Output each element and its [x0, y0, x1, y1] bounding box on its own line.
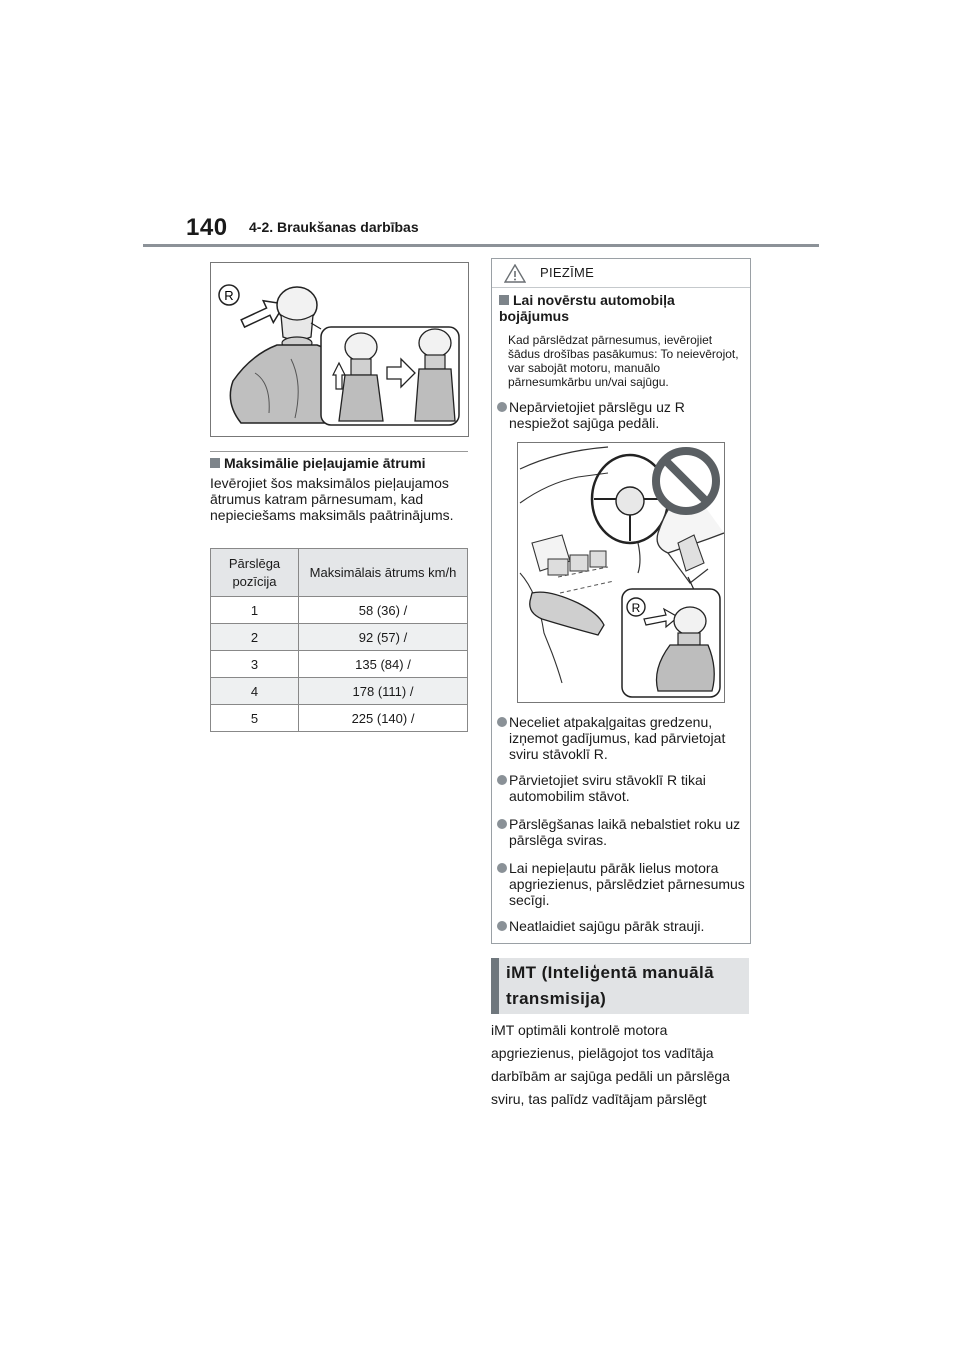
speed-cell: 135 (84) /	[299, 651, 468, 678]
speed-limits-heading	[210, 455, 426, 471]
notice-intro: Kad pārslēdzat pārnesumus, ievērojiet šādus drošības pasākumus: To neievērojot, var sabojāt motoru, manuālo pārnesumkārbu un/vai sajūgu.	[508, 333, 739, 389]
speed-cell: 225 (140) /	[299, 705, 468, 732]
list-item	[497, 816, 747, 848]
header-rule	[143, 244, 819, 247]
gear-cell: 2	[211, 624, 299, 651]
gear-lever-illustration	[210, 262, 469, 437]
notice-heading-text: Lai novērstu automobiļa bojājumus	[499, 292, 675, 324]
bullet-dot-icon	[497, 819, 507, 829]
bullet-dot-icon	[497, 863, 507, 873]
list-item	[497, 918, 747, 934]
list-item-text: Nepārvietojiet pārslēgu uz R nespiežot sajūga pedāli.	[509, 399, 685, 431]
bullet-dot-icon	[497, 775, 507, 785]
table-row	[211, 651, 468, 678]
bullet-dot-icon	[497, 717, 507, 727]
car-interior-illustration	[517, 442, 725, 703]
max-speed-table	[210, 548, 468, 732]
imt-body-text: iMT optimāli kontrolē motora apgriezienus, pielāgojot tos vadītāja darbībām ar sajūga pedāli un pārslēga sviru, tas palīdz vadītājam pārslēgt	[491, 1022, 730, 1107]
list-item	[497, 860, 747, 908]
gear-cell: 4	[211, 678, 299, 705]
speed-limits-intro: Ievērojiet šos maksimālos pieļaujamos ātrumus katram pārnesumam, kad nepieciešams maksimāls paātrinājums.	[210, 475, 454, 523]
list-item-text: Pārslēgšanas laikā nebalstiet roku uz pārslēga sviras.	[509, 816, 741, 848]
bullet-dot-icon	[497, 402, 507, 412]
list-item-text: Neatlaidiet sajūgu pārāk strauji.	[509, 918, 705, 934]
imt-heading-text: iMT (Inteliģentā manuālā transmisija)	[506, 963, 714, 1008]
section-divider	[210, 451, 468, 452]
notice-heading	[499, 292, 739, 324]
table-header-row	[211, 549, 468, 597]
list-item-text: Neceliet atpakaļgaitas gredzenu, izņemot gadījumus, kad pārvietojat sviru stāvoklī R.	[509, 714, 726, 762]
table-row	[211, 624, 468, 651]
r-label: R	[224, 288, 234, 303]
square-bullet-icon	[210, 458, 220, 468]
list-item-text: Pārvietojiet sviru stāvoklī R tikai automobilim stāvot.	[509, 772, 706, 804]
prohibited-shift-illustration	[518, 443, 724, 702]
list-item	[497, 714, 747, 762]
page-number: 140	[186, 214, 228, 241]
list-item-text: Lai nepieļautu pārāk lielus motora apgriezienus, pārslēdziet pārnesumus secīgi.	[509, 860, 745, 908]
column-header-position: Pārslēga pozīcija	[211, 549, 299, 597]
square-bullet-icon	[499, 295, 509, 305]
table-row	[211, 705, 468, 732]
r-label: R	[631, 601, 641, 615]
gear-cell: 3	[211, 651, 299, 678]
prohibition-icon	[656, 451, 716, 511]
speed-cell: 58 (36) /	[299, 597, 468, 624]
notice-header	[492, 259, 750, 288]
bullet-dot-icon	[497, 921, 507, 931]
column-header-max-speed: Maksimālais ātrums km/h	[299, 549, 468, 597]
speed-limits-heading-text: Maksimālie pieļaujamie ātrumi	[224, 455, 426, 471]
list-item	[497, 772, 747, 804]
list-item	[497, 399, 747, 431]
warning-triangle-icon	[504, 264, 526, 283]
table-row	[211, 678, 468, 705]
gear-cell: 1	[211, 597, 299, 624]
notice-label: PIEZĪME	[540, 265, 595, 280]
section-title: 4-2. Braukšanas darbības	[249, 219, 419, 235]
gear-cell: 5	[211, 705, 299, 732]
speed-cell: 178 (111) /	[299, 678, 468, 705]
imt-section-heading	[491, 958, 749, 1014]
gear-shift-r-illustration	[211, 263, 468, 436]
table-row	[211, 597, 468, 624]
speed-cell: 92 (57) /	[299, 624, 468, 651]
